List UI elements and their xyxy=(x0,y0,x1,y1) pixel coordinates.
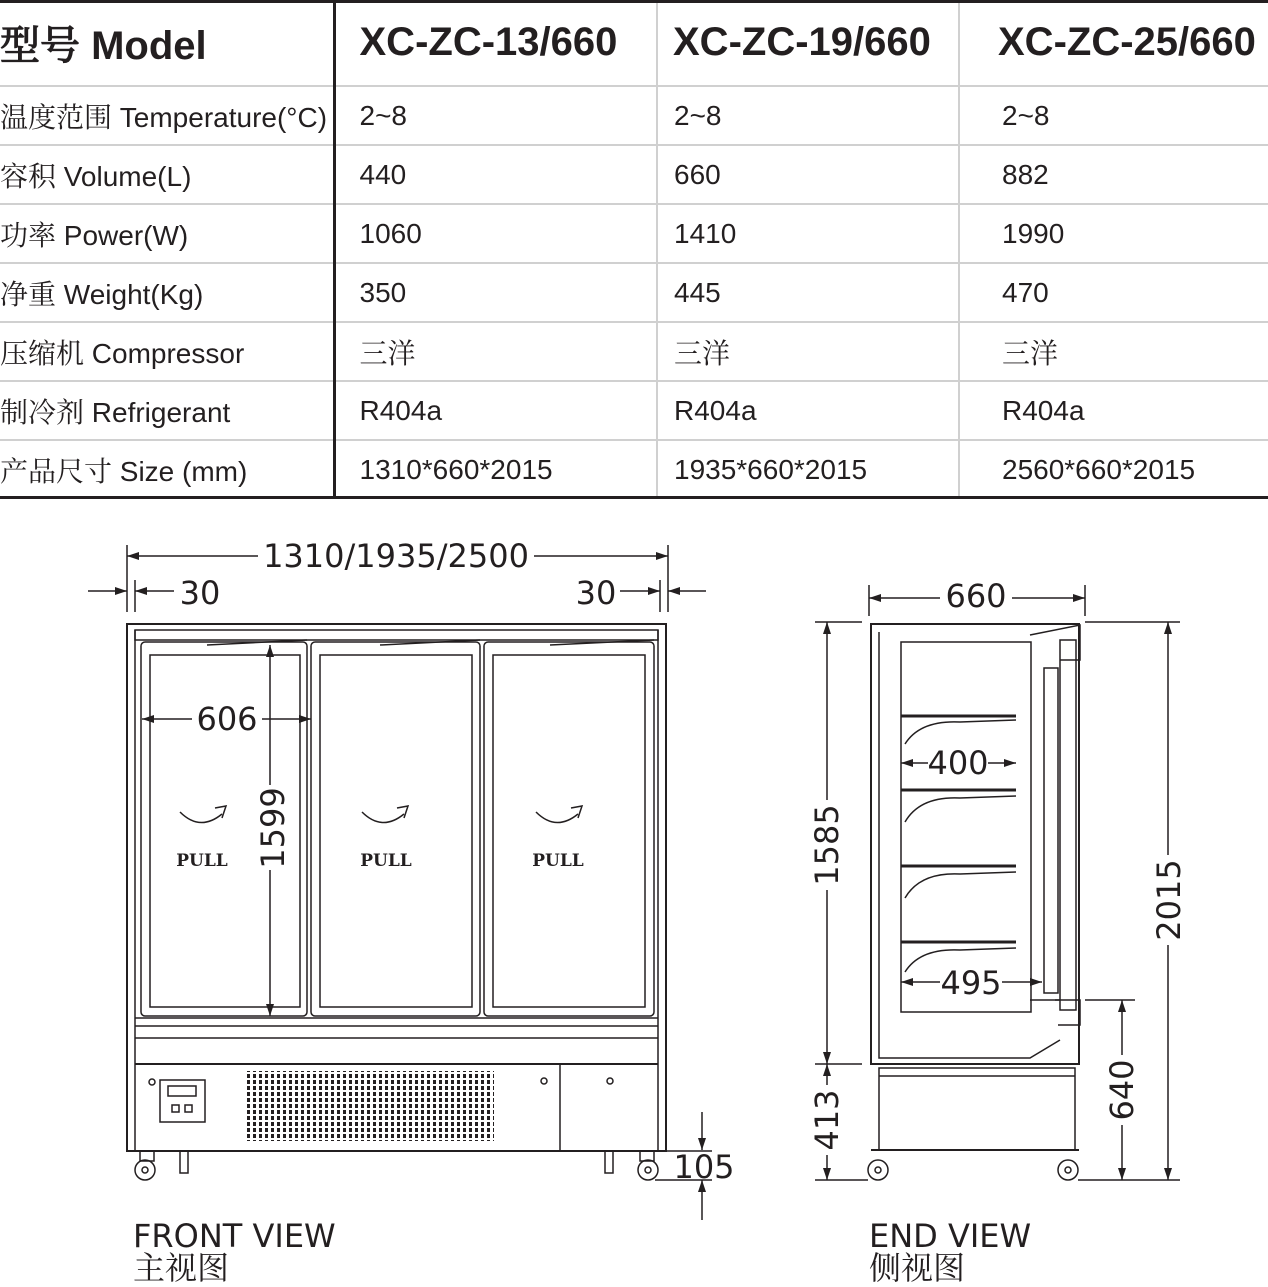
row-value: 1990 xyxy=(959,204,1268,263)
row-label: 压缩机 Compressor xyxy=(0,322,334,381)
dim-foot-height: 105 xyxy=(673,1148,735,1186)
door-pull-label: PULL xyxy=(360,851,412,871)
dim-display-height: 1585 xyxy=(808,804,846,886)
row-label: 温度范围 Temperature(°C) xyxy=(0,86,334,145)
row-value: 882 xyxy=(959,145,1268,204)
row-value: 三洋 xyxy=(959,322,1268,381)
dim-shelf-depth-top: 400 xyxy=(927,744,989,782)
dim-right-margin: 30 xyxy=(575,574,617,612)
row-label: 容积 Volume(L) xyxy=(0,145,334,204)
row-value: 445 xyxy=(657,263,959,322)
row-value: 三洋 xyxy=(334,322,657,381)
end-view-label-cn: 侧视图 xyxy=(869,1249,966,1287)
row-value: 三洋 xyxy=(657,322,959,381)
row-value: R404a xyxy=(959,381,1268,440)
row-value: 440 xyxy=(334,145,657,204)
front-view-label-cn: 主视图 xyxy=(133,1249,230,1287)
row-value: 350 xyxy=(334,263,657,322)
front-view-label-en: FRONT VIEW xyxy=(133,1217,336,1255)
row-value: 1935*660*2015 xyxy=(657,440,959,499)
row-value: 2~8 xyxy=(959,86,1268,145)
dim-door-height: 1599 xyxy=(254,787,292,869)
dim-overall-width: 1310/1935/2500 xyxy=(263,537,529,575)
header-model-3: XC-ZC-25/660 xyxy=(959,0,1268,86)
dim-lower-height: 640 xyxy=(1103,1059,1141,1121)
dim-door-width: 606 xyxy=(196,700,258,738)
row-value: 1410 xyxy=(657,204,959,263)
dim-depth: 660 xyxy=(945,577,1007,615)
row-value: 1060 xyxy=(334,204,657,263)
dim-shelf-depth-bottom: 495 xyxy=(940,964,1002,1002)
row-value: R404a xyxy=(334,381,657,440)
dim-total-height: 2015 xyxy=(1150,859,1188,941)
door-pull-label: PULL xyxy=(176,851,228,871)
row-label: 净重 Weight(Kg) xyxy=(0,263,334,322)
row-value: 2~8 xyxy=(657,86,959,145)
header-model-1: XC-ZC-13/660 xyxy=(334,0,657,86)
header-model-2: XC-ZC-19/660 xyxy=(657,0,959,86)
dim-left-margin: 30 xyxy=(179,574,221,612)
row-label: 功率 Power(W) xyxy=(0,204,334,263)
front-view-drawing xyxy=(88,545,712,1220)
end-view-label-en: END VIEW xyxy=(869,1217,1032,1255)
row-label: 制冷剂 Refrigerant xyxy=(0,381,334,440)
row-value: 1310*660*2015 xyxy=(334,440,657,499)
door-pull-label: PULL xyxy=(532,851,584,871)
row-value: 660 xyxy=(657,145,959,204)
row-label: 产品尺寸 Size (mm) xyxy=(0,440,334,499)
row-value: 2~8 xyxy=(334,86,657,145)
row-value: 470 xyxy=(959,263,1268,322)
row-value: 2560*660*2015 xyxy=(1002,454,1196,485)
dim-base-height: 413 xyxy=(808,1089,846,1151)
header-model-label: 型号 Model xyxy=(0,0,334,86)
row-value: R404a xyxy=(657,381,959,440)
